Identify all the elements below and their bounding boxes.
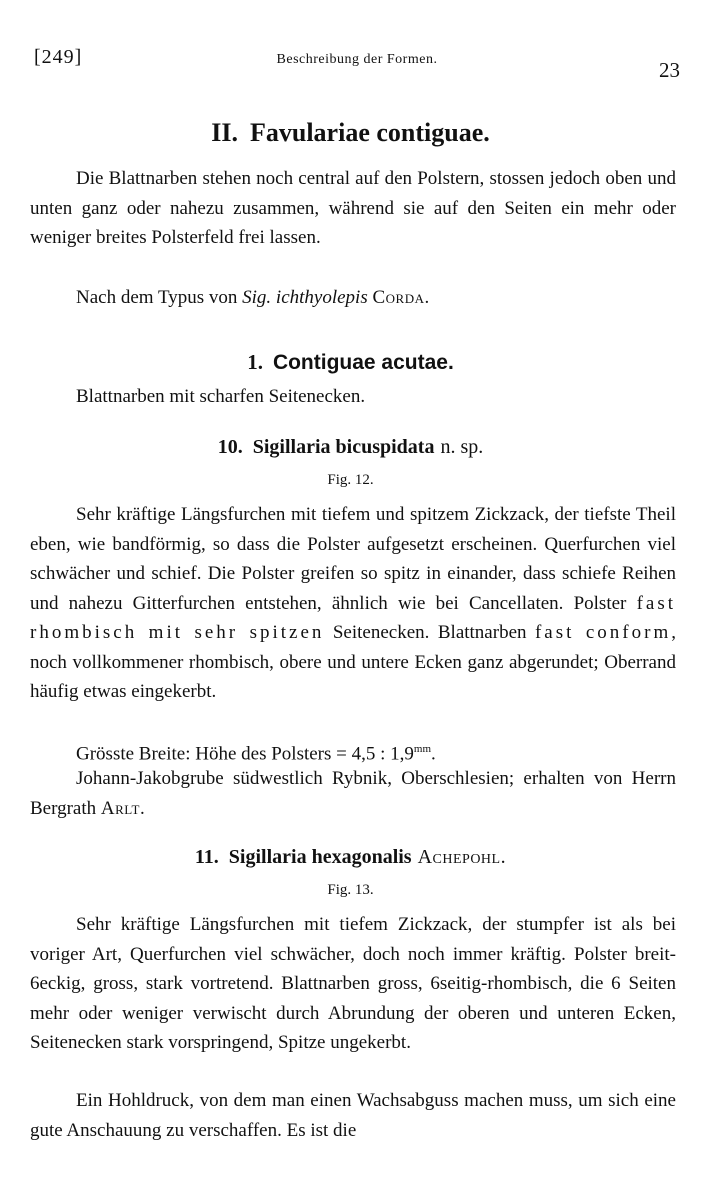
type-species: Sig. ichthyolepis: [242, 287, 368, 308]
species10-description-text: Sehr kräftige Längsfurchen mit tiefem und spitzem Zickzack, der tiefste Theil eben, wie bandförmig, so dass die Polster aufgesetzt erscheinen. Querfurchen viel schwächer und schief. Die Polster greifen so spitz in einander, dass schiefe Reihen und nahezu Gitterfurchen entstehen, ähnlich wie bei Cancellaten. Polster fast rhombisch mit sehr spitzen Seitenecken. Blattnarben fast conform, noch vollkommener rhombisch, obere und untere Ecken ganz abgerundet; Oberrand häufig etwas eingekerbt.: [30, 504, 676, 702]
type-reference-paragraph: [30, 283, 676, 313]
subsection-text: Blattnarben mit scharfen Seitenecken.: [76, 386, 366, 407]
subsection-number: 1.: [247, 350, 263, 374]
subsection-heading: [0, 350, 701, 375]
page-bracket-number: [249]: [34, 46, 83, 68]
section-title: Favulariae contiguae.: [249, 118, 490, 147]
type-reference-text: Nach dem Typus von Sig. ichthyolepis Corda.: [76, 287, 430, 308]
section-number: II.: [211, 118, 238, 147]
running-head: [34, 46, 680, 80]
section-heading: [0, 118, 701, 148]
species-name: Sigillaria hexagonalis: [228, 846, 412, 868]
subsection-paragraph: [30, 382, 676, 412]
type-author: Corda: [372, 287, 425, 308]
running-title: Beschreibung der Formen.: [276, 52, 438, 67]
figure-reference-12: Fig. 12.: [327, 472, 374, 488]
figure-reference-13: Fig. 13.: [327, 882, 374, 898]
species11-description: [30, 910, 676, 1058]
species-heading-11: [0, 846, 701, 869]
continuation-text: Ein Hohldruck, von dem man einen Wachsabguss machen muss, um sich eine gute Anschauung zu verschaffen. Es ist die: [30, 1090, 676, 1141]
subsection-title: Contiguae acutae.: [272, 351, 454, 374]
collector-name: Arlt: [100, 797, 140, 819]
species-number: 11.: [194, 846, 219, 868]
section-intro-paragraph: [30, 164, 676, 253]
species10-description: [30, 500, 676, 707]
ratio-text: Grösste Breite: Höhe des Polsters = 4,5 : $1,9^{mm}$.: [76, 743, 436, 765]
species-number: 10.: [217, 436, 243, 458]
intro-text: Die Blattnarben stehen noch central auf den Polstern, stossen jedoch oben und unten ganz oder nahezu zusammen, während sie auf den Seiten ein mehr oder weniger breites Polsterfeld frei lassen.: [30, 168, 676, 248]
species-nsp: n. sp.: [440, 436, 484, 458]
species-heading-10: [0, 436, 701, 459]
species-author: Achepohl.: [417, 846, 507, 868]
species11-description-text: Sehr kräftige Längsfurchen mit tiefem Zickzack, der stumpfer ist als bei voriger Art, Querfurchen viel schwächer, doch noch immer kräftig. Polster breit-6eckig, gross, stark vortretend. Blattnarben gross, 6seitig-rhombisch, die 6 Seiten mehr oder weniger verwischt durch Abrundung der oberen und unteren Ecken, Seitenecken stark vorspringend, Spitze ungekerbt.: [30, 914, 676, 1053]
continuation-paragraph: [30, 1086, 676, 1145]
page-number: 23: [659, 58, 680, 82]
locality-text: Johann-Jakobgrube südwestlich Rybnik, Oberschlesien; erhalten von Herrn Bergrath Arlt.: [30, 768, 676, 819]
species-name: Sigillaria bicuspidata: [252, 436, 435, 458]
species10-locality: [30, 764, 676, 823]
